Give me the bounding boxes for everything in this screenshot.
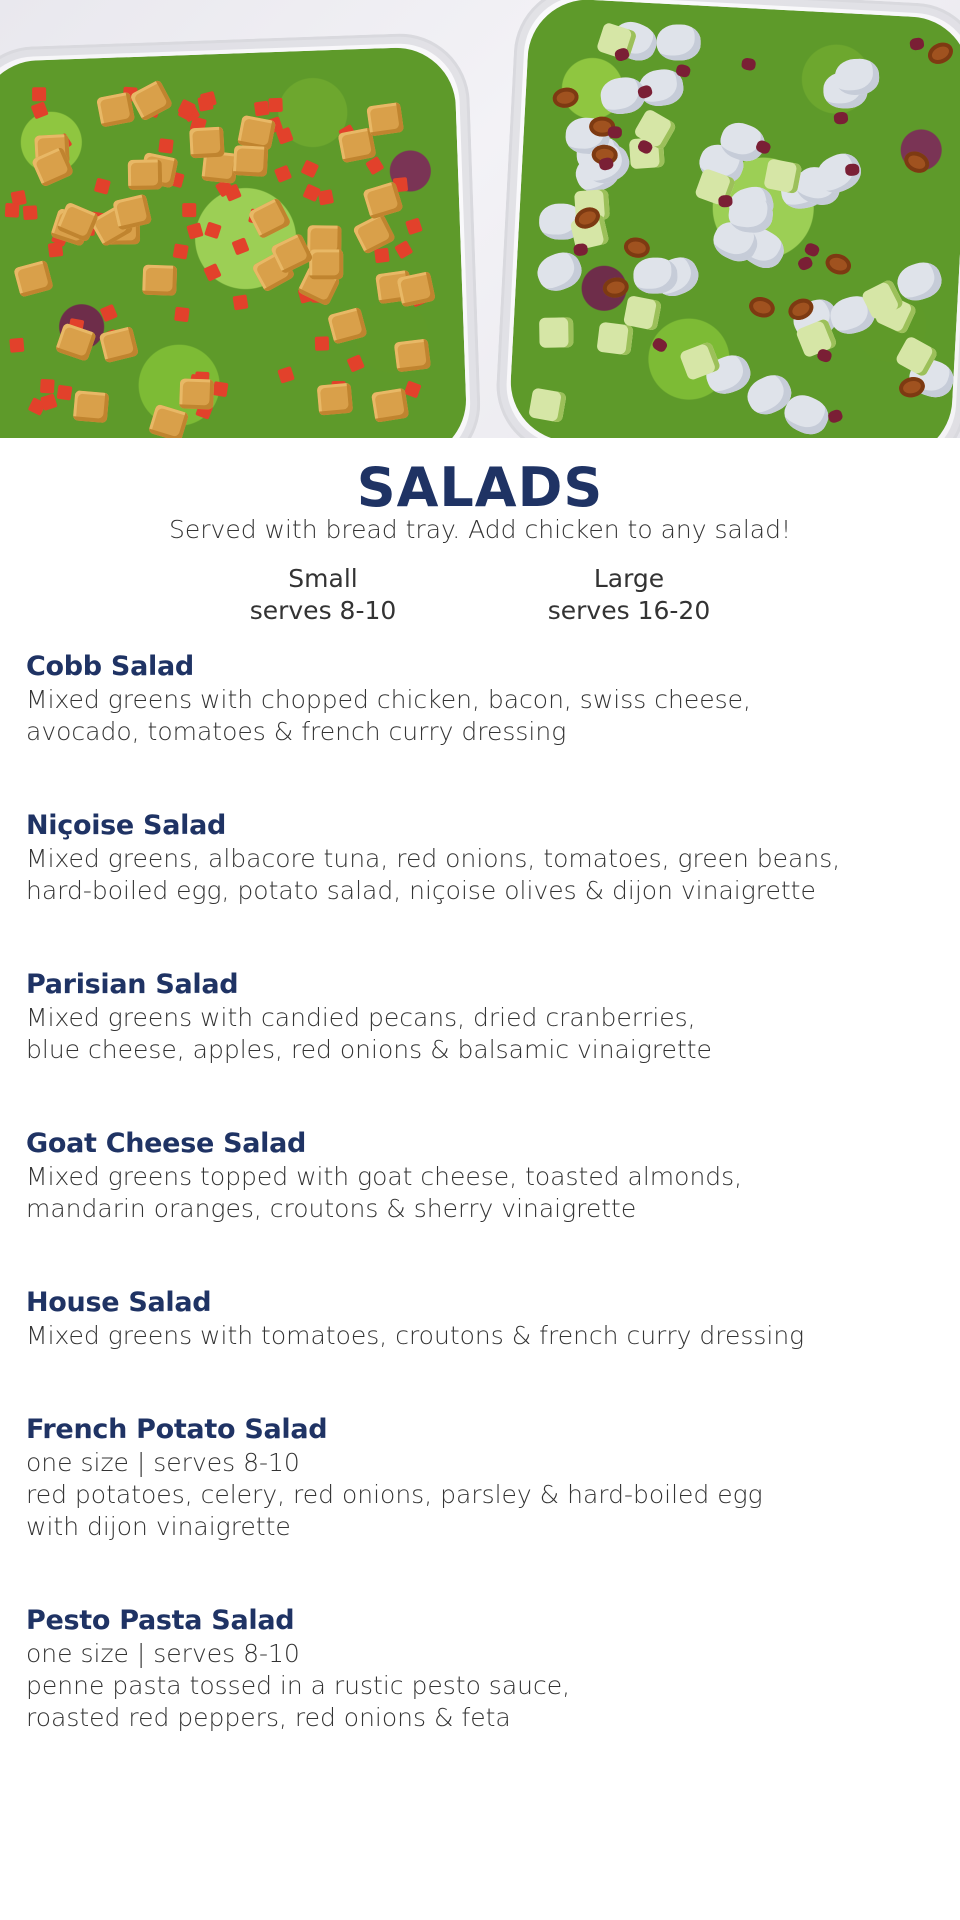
- menu-item-description: blue cheese, apples, red onions & balsamic vinaigrette: [26, 1035, 712, 1064]
- pecan-piece: [925, 39, 957, 68]
- menu-item-name: Goat Cheese Salad: [26, 1128, 307, 1159]
- tomato-piece: [182, 203, 196, 217]
- menu-item-description: avocado, tomatoes & french curry dressing: [26, 717, 567, 746]
- cranberry-piece: [573, 243, 588, 257]
- menu-item-description: Mixed greens topped with goat cheese, toasted almonds,: [26, 1162, 743, 1191]
- size-small-label: Small: [288, 564, 358, 593]
- tomato-piece: [57, 384, 73, 400]
- page-title: SALADS: [356, 456, 604, 519]
- tomato-piece: [23, 206, 38, 221]
- menu-item-size-note: one size | serves 8-10: [26, 1639, 300, 1668]
- cranberry-piece: [741, 57, 757, 71]
- tomato-piece: [366, 156, 385, 175]
- tomato-piece: [5, 203, 20, 218]
- menu-item-nicoise-salad: [26, 809, 946, 907]
- pecan-piece: [551, 86, 580, 110]
- cranberry-piece: [650, 336, 668, 354]
- cranberry-piece: [796, 255, 814, 272]
- menu-item-house-salad: [26, 1286, 946, 1352]
- tomato-piece: [204, 222, 222, 240]
- pecan-piece: [601, 276, 630, 300]
- tomato-piece: [254, 101, 270, 117]
- tomato-piece: [302, 183, 320, 201]
- crouton-piece: [113, 194, 153, 231]
- pecan-piece: [900, 148, 932, 177]
- menu-item-size-note: one size | serves 8-10: [26, 1448, 300, 1477]
- tomato-piece: [314, 336, 328, 350]
- tomato-piece: [203, 263, 222, 282]
- hero-salad-photo: [0, 0, 960, 438]
- menu-item-description: mandarin oranges, croutons & sherry vinaigrette: [26, 1194, 637, 1223]
- menu-item-description: with dijon vinaigrette: [26, 1512, 291, 1541]
- cranberry-piece: [816, 348, 833, 364]
- tomato-piece: [274, 165, 292, 183]
- menu-item-parisian-salad: [26, 968, 946, 1066]
- crouton-piece: [352, 213, 396, 255]
- crouton-piece: [317, 383, 353, 416]
- menu-item-description: Mixed greens with tomatoes, croutons & french curry dressing: [26, 1321, 805, 1350]
- tomato-piece: [174, 306, 190, 322]
- pecan-piece: [823, 251, 854, 278]
- tomato-piece: [275, 127, 293, 145]
- parisian-salad-platter-image: [493, 0, 960, 438]
- crouton-piece: [371, 388, 409, 423]
- tomato-piece: [277, 366, 295, 384]
- tomato-piece: [375, 247, 391, 263]
- menu-item-cobb-salad: [26, 650, 946, 748]
- apple-piece: [764, 158, 803, 194]
- crouton-piece: [394, 338, 431, 372]
- blue-cheese-piece: [633, 257, 678, 294]
- tomato-piece: [268, 98, 282, 112]
- tomato-piece: [212, 381, 228, 397]
- menu-item-name: Parisian Salad: [26, 969, 239, 1000]
- tomato-piece: [395, 240, 414, 259]
- cranberry-piece: [607, 126, 621, 138]
- tomato-piece: [173, 244, 189, 260]
- crouton-piece: [148, 404, 189, 438]
- menu-item-name: House Salad: [26, 1287, 212, 1318]
- tomato-piece: [94, 177, 111, 194]
- menu-item-french-potato-salad: [26, 1413, 946, 1543]
- menu-item-name: Niçoise Salad: [26, 810, 227, 841]
- size-large-label: Large: [593, 564, 665, 593]
- crouton-piece: [233, 145, 269, 177]
- blue-cheese-piece: [657, 25, 701, 61]
- crouton-piece: [366, 102, 404, 136]
- size-large-serves: serves 16-20: [547, 596, 711, 625]
- crouton-piece: [73, 390, 109, 423]
- tomato-piece: [346, 354, 364, 372]
- cobb-salad-platter-image: [0, 31, 483, 438]
- tomato-piece: [100, 304, 118, 322]
- apple-piece: [596, 322, 633, 356]
- page-subtitle: Served with bread tray. Add chicken to any salad!: [169, 515, 791, 544]
- menu-item-description: red potatoes, celery, red onions, parsley & hard-boiled egg: [26, 1480, 763, 1509]
- size-large-column: [499, 563, 759, 627]
- cranberry-piece: [845, 163, 860, 176]
- tomato-piece: [232, 294, 248, 310]
- menu-item-description: roasted red peppers, red onions & feta: [26, 1703, 511, 1732]
- tomato-piece: [32, 87, 46, 101]
- tomato-piece: [301, 159, 320, 178]
- cranberry-piece: [833, 112, 848, 125]
- tomato-piece: [198, 95, 214, 111]
- salad-menu-list: [26, 650, 946, 1734]
- menu-item-name: French Potato Salad: [26, 1414, 328, 1445]
- tomato-piece: [231, 237, 249, 255]
- tomato-piece: [10, 338, 25, 353]
- menu-item-name: Cobb Salad: [26, 651, 194, 682]
- pecan-piece: [747, 294, 777, 320]
- crouton-piece: [179, 378, 214, 409]
- cranberry-piece: [718, 194, 733, 207]
- tomato-piece: [47, 242, 63, 258]
- cranberry-piece: [827, 408, 844, 424]
- crouton-piece: [129, 80, 173, 122]
- apple-piece: [539, 317, 574, 348]
- cranberry-piece: [909, 37, 925, 51]
- size-small-column: [193, 563, 453, 627]
- size-small-serves: serves 8-10: [249, 596, 397, 625]
- tomato-piece: [31, 101, 49, 119]
- menu-item-pesto-pasta-salad: [26, 1604, 946, 1734]
- menu-item-name: Pesto Pasta Salad: [26, 1605, 295, 1636]
- crouton-piece: [99, 326, 139, 363]
- menu-item-goat-cheese-salad: [26, 1127, 946, 1225]
- menu-item-description: Mixed greens with chopped chicken, bacon, swiss cheese,: [26, 685, 751, 714]
- crouton-piece: [13, 259, 54, 297]
- pecan-piece: [622, 235, 651, 259]
- tomato-piece: [159, 138, 175, 154]
- menu-item-description: penne pasta tossed in a rustic pesto sauce,: [26, 1671, 571, 1700]
- menu-item-description: Mixed greens, albacore tuna, red onions, tomatoes, green beans,: [26, 844, 841, 873]
- crouton-piece: [327, 306, 368, 344]
- blue-cheese-piece: [834, 58, 880, 96]
- tomato-piece: [404, 381, 422, 399]
- crouton-piece: [397, 271, 436, 307]
- crouton-piece: [96, 92, 135, 128]
- crouton-piece: [189, 127, 225, 159]
- menu-item-description: Mixed greens with candied pecans, dried cranberries,: [26, 1003, 696, 1032]
- crouton-piece: [55, 322, 97, 361]
- tomato-piece: [186, 223, 203, 240]
- apple-piece: [623, 295, 662, 331]
- apple-piece: [529, 387, 568, 422]
- menu-item-description: hard-boiled egg, potato salad, niçoise olives & dijon vinaigrette: [26, 876, 816, 905]
- crouton-piece: [127, 159, 162, 190]
- crouton-piece: [248, 197, 292, 239]
- tomato-piece: [40, 379, 55, 394]
- crouton-piece: [142, 265, 177, 296]
- tomato-piece: [405, 217, 423, 235]
- crouton-piece: [309, 250, 343, 280]
